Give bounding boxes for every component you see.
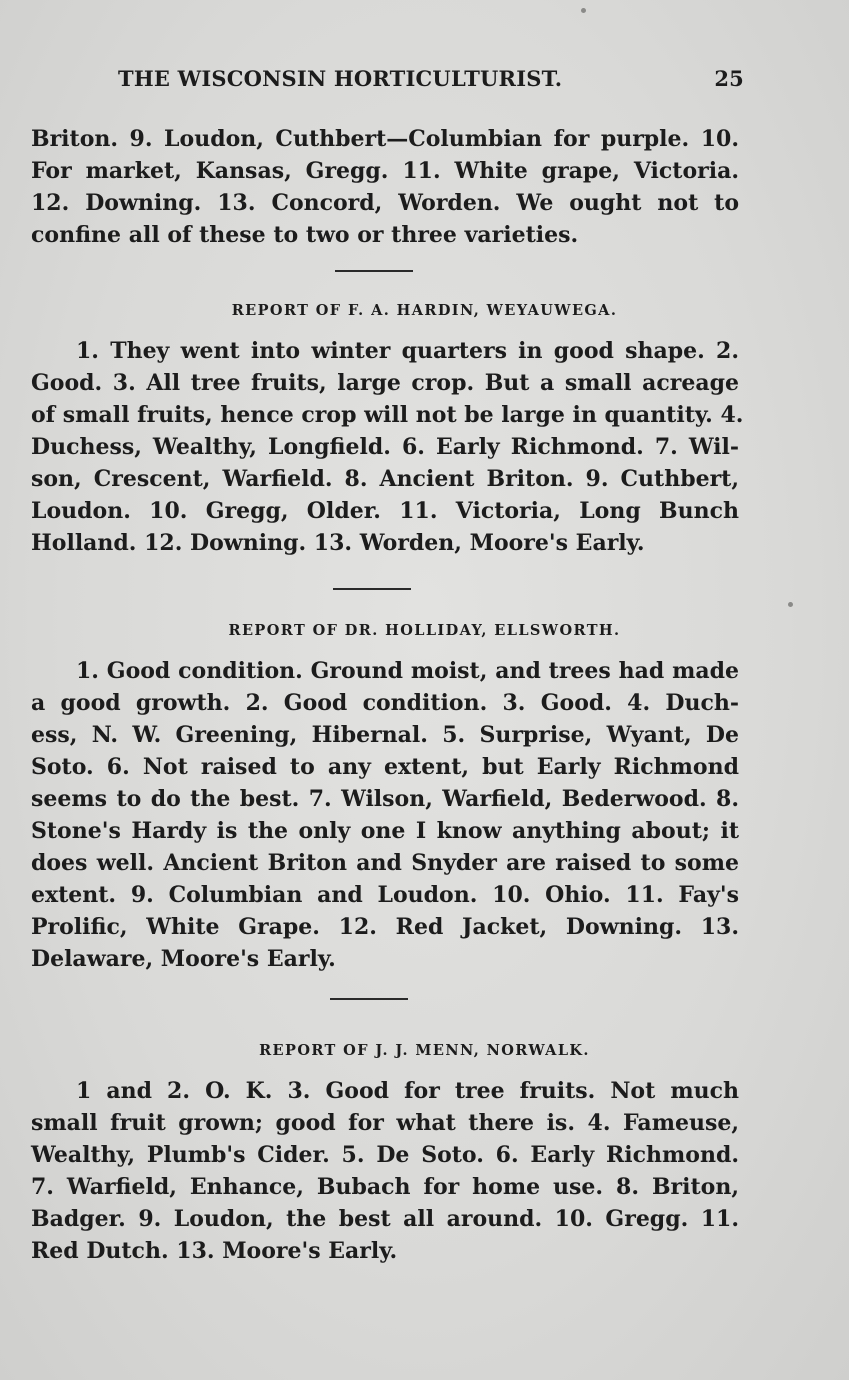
text-line: seems to do the best. 7. Wilson, Warfield, Bederwood. 8.: [31, 786, 739, 812]
text-line: 7. Warfield, Enhance, Bubach for home use. 8. Briton,: [31, 1174, 739, 1200]
text-line: small fruit grown; good for what there is. 4. Fameuse,: [31, 1110, 739, 1136]
report-paragraph-hardin: [31, 335, 744, 559]
text-line: confine all of these to two or three varieties.: [31, 222, 579, 248]
paper-speck: [788, 602, 793, 607]
intro-paragraph: [31, 123, 739, 251]
report-heading-holliday: REPORT OF DR. HOLLIDAY, ELLSWORTH.: [228, 622, 621, 639]
text-line: Wealthy, Plumb's Cider. 5. De Soto. 6. Early Richmond.: [31, 1142, 739, 1168]
text-line: Loudon. 10. Gregg, Older. 11. Victoria, Long Bunch: [31, 498, 739, 524]
running-title: THE WISCONSIN HORTICULTURIST.: [118, 66, 563, 91]
text-line: 1 and 2. O. K. 3. Good for tree fruits. Not much: [76, 1078, 739, 1104]
text-line: does well. Ancient Briton and Snyder are raised to some: [31, 850, 739, 876]
text-line: ess, N. W. Greening, Hibernal. 5. Surprise, Wyant, De: [31, 722, 739, 748]
text-line: Prolific, White Grape. 12. Red Jacket, Downing. 13.: [31, 914, 739, 940]
report-paragraph-menn: [31, 1075, 739, 1267]
text-line: extent. 9. Columbian and Loudon. 10. Ohio. 11. Fay's: [31, 882, 739, 908]
report-heading-hardin: REPORT OF F. A. HARDIN, WEYAUWEGA.: [231, 302, 618, 319]
text-line: 12. Downing. 13. Concord, Worden. We ought not to: [31, 190, 739, 216]
text-line: Stone's Hardy is the only one I know anything about; it: [31, 818, 739, 844]
text-line: son, Crescent, Warfield. 8. Ancient Briton. 9. Cuthbert,: [31, 466, 739, 492]
text-line: Soto. 6. Not raised to any extent, but Early Richmond: [31, 754, 739, 780]
text-line: of small fruits, hence crop will not be large in quantity. 4.: [31, 402, 744, 428]
text-line: Holland. 12. Downing. 13. Worden, Moore's Early.: [31, 530, 645, 556]
section-divider: [335, 270, 413, 272]
text-line: Good. 3. All tree fruits, large crop. But a small acreage: [31, 370, 739, 396]
text-line: Red Dutch. 13. Moore's Early.: [31, 1238, 398, 1264]
text-line: Duchess, Wealthy, Longfield. 6. Early Richmond. 7. Wil-: [31, 434, 739, 460]
section-divider: [333, 588, 411, 590]
paper-speck: [581, 8, 586, 13]
report-paragraph-holliday: [31, 655, 739, 975]
section-divider: [330, 998, 408, 1000]
text-line: a good growth. 2. Good condition. 3. Good. 4. Duch-: [31, 690, 739, 716]
text-line: 1. They went into winter quarters in good shape. 2.: [76, 338, 739, 364]
running-header: [118, 66, 744, 100]
page-number: 25: [714, 66, 744, 91]
text-line: Delaware, Moore's Early.: [31, 946, 336, 972]
text-line: 1. Good condition. Ground moist, and trees had made: [76, 658, 739, 684]
text-line: Badger. 9. Loudon, the best all around. 10. Gregg. 11.: [31, 1206, 739, 1232]
report-heading-menn: REPORT OF J. J. MENN, NORWALK.: [259, 1042, 590, 1059]
text-line: For market, Kansas, Gregg. 11. White grape, Victoria.: [31, 158, 739, 184]
text-line: Briton. 9. Loudon, Cuthbert—Columbian for purple. 10.: [31, 126, 739, 152]
